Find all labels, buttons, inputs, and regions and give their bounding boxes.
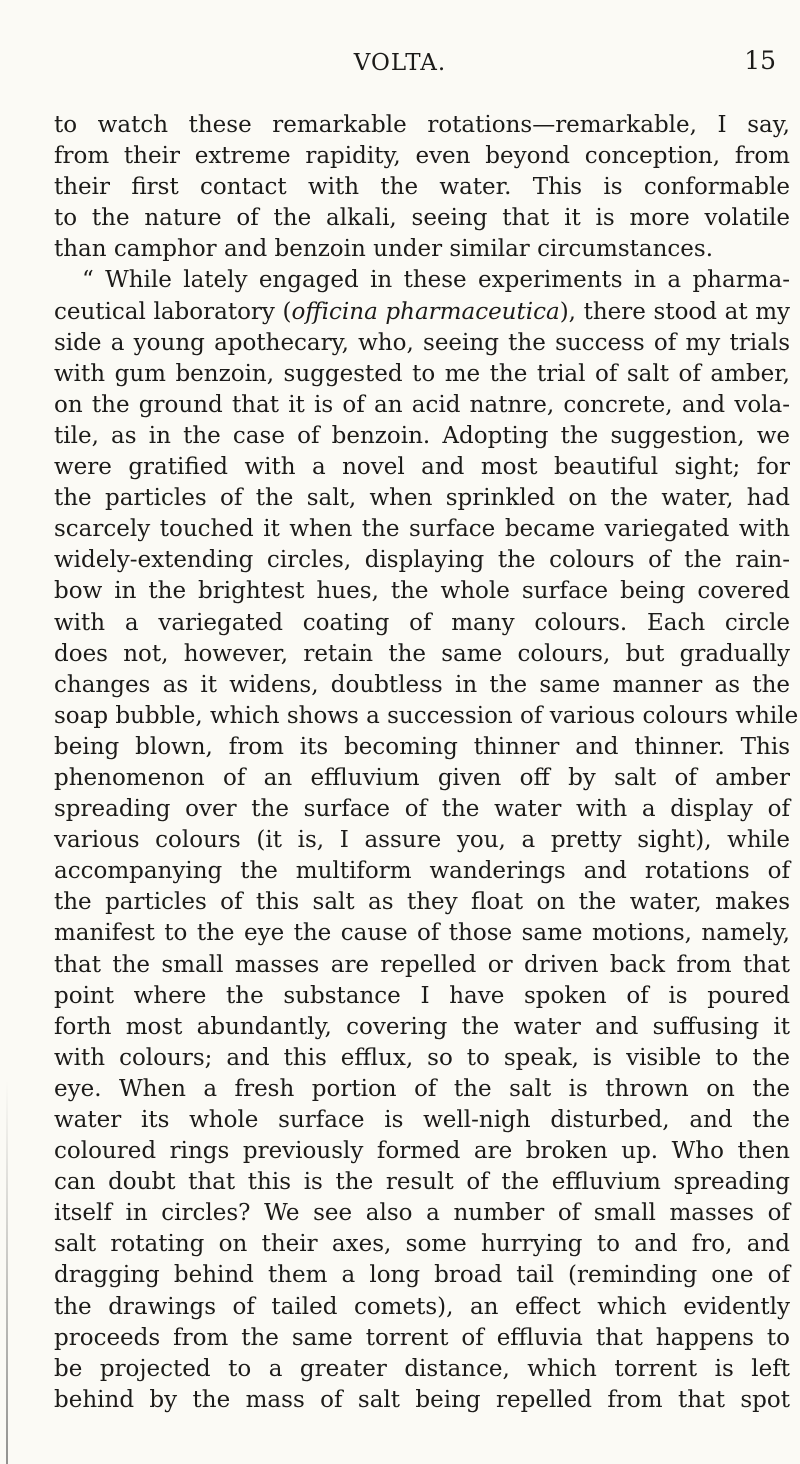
- text-line: with gum benzoin, suggested to me the trial of salt of amber,: [54, 360, 790, 387]
- text-line: itself in circles? We see also a number of small masses of: [54, 1200, 790, 1227]
- text-line: the particles of this salt as they float on the water, makes: [54, 889, 790, 916]
- text-line: the drawings of tailed comets), an effect which evidently: [54, 1293, 790, 1320]
- text-line: eye. When a fresh portion of the salt is thrown on the: [54, 1075, 790, 1102]
- text-line: manifest to the eye the cause of those same motions, namely,: [54, 920, 790, 947]
- text-line: side a young apothecary, who, seeing the success of my trials: [54, 329, 790, 356]
- page-number: 15: [744, 46, 776, 75]
- text-line: with colours; and this efflux, so to speak, is visible to the: [54, 1044, 790, 1071]
- text-line: dragging behind them a long broad tail (reminding one of: [54, 1262, 790, 1289]
- body-text: [54, 110, 799, 1416]
- text-line: spreading over the surface of the water with a display of: [54, 796, 790, 823]
- text-line: can doubt that this is the result of the effluvium spreading: [54, 1169, 790, 1196]
- text-line: from their extreme rapidity, even beyond conception, from: [54, 143, 790, 170]
- text-line: the particles of the salt, when sprinkled on the water, had: [54, 485, 790, 512]
- page-header: [0, 44, 800, 84]
- italic-term: officina pharmaceutica: [291, 298, 560, 325]
- text-line: accompanying the multiform wanderings and rotations of: [54, 858, 790, 885]
- text-line: widely-extending circles, displaying the colours of the rain-: [54, 547, 790, 574]
- text-line: changes as it widens, doubtless in the same manner as the: [54, 671, 790, 698]
- text-segment: ceutical laboratory (: [54, 298, 292, 325]
- text-line: point where the substance I have spoken of is poured: [54, 982, 790, 1009]
- text-line: being blown, from its becoming thinner and thinner. This: [54, 733, 790, 760]
- text-line: on the ground that it is of an acid natnre, concrete, and vola-: [54, 391, 790, 418]
- text-line: does not, however, retain the same colours, but gradually: [54, 640, 790, 667]
- text-line: that the small masses are repelled or driven back from that: [54, 951, 790, 978]
- running-head: VOLTA.: [353, 50, 447, 76]
- page-edge-shadow: [6, 1080, 8, 1464]
- text-line: with a variegated coating of many colours. Each circle: [54, 609, 790, 636]
- text-line: tile, as in the case of benzoin. Adopting the suggestion, we: [54, 422, 790, 449]
- text-line: scarcely touched it when the surface became variegated with: [54, 516, 790, 543]
- text-line: salt rotating on their axes, some hurrying to and fro, and: [54, 1231, 790, 1258]
- text-line: proceeds from the same torrent of effluvia that happens to: [54, 1324, 790, 1351]
- text-line: their first contact with the water. This is conformable: [54, 174, 790, 201]
- text-line: soap bubble, which shows a succession of various colours while: [54, 702, 799, 729]
- text-line: bow in the brightest hues, the whole surface being covered: [54, 578, 790, 605]
- text-line: coloured rings previously formed are broken up. Who then: [54, 1138, 790, 1165]
- text-line: behind by the mass of salt being repelled from that spot: [54, 1386, 790, 1413]
- text-line: various colours (it is, I assure you, a pretty sight), while: [54, 827, 790, 854]
- text-line: be projected to a greater distance, which torrent is left: [54, 1355, 790, 1382]
- text-line: forth most abundantly, covering the water and suffusing it: [54, 1013, 790, 1040]
- text-line: “ While lately engaged in these experiments in a pharma-: [82, 267, 790, 294]
- text-line: phenomenon of an effluvium given off by salt of amber: [54, 764, 790, 791]
- text-line: [54, 297, 790, 328]
- text-line: water its whole surface is well-nigh disturbed, and the: [54, 1107, 790, 1133]
- text-line: than camphor and benzoin under similar circumstances.: [54, 236, 714, 263]
- text-line: were gratified with a novel and most beautiful sight; for: [54, 454, 790, 481]
- text-line: to watch these remarkable rotations—remarkable, I say,: [54, 112, 790, 138]
- text-segment: ), there stood at my: [559, 298, 791, 325]
- text-line: to the nature of the alkali, seeing that it is more volatile: [54, 205, 790, 232]
